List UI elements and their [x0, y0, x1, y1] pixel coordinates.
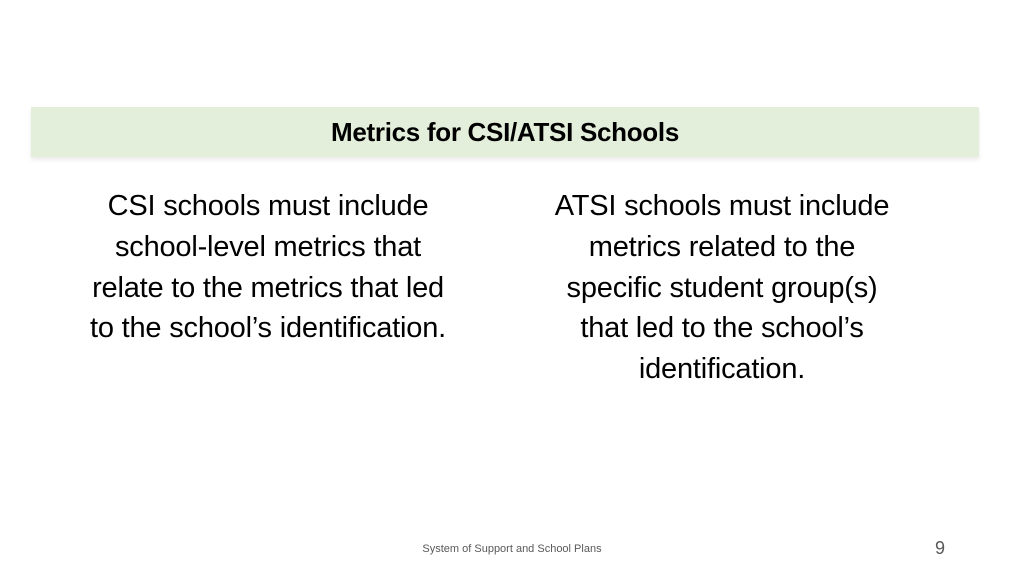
title-bar [31, 107, 979, 157]
page-number: 9 [934, 538, 945, 558]
slide-footer: System of Support and School Plans [422, 543, 602, 555]
atsi-text-block: ATSI schools must include metrics related to the specific student group(s) that led to the school’s identification. [554, 190, 890, 386]
csi-text-block: CSI schools must include school-level metrics that relate to the metrics that led to the school’s identification. [90, 190, 446, 345]
slide-title: Metrics for CSI/ATSI Schools [331, 116, 679, 147]
